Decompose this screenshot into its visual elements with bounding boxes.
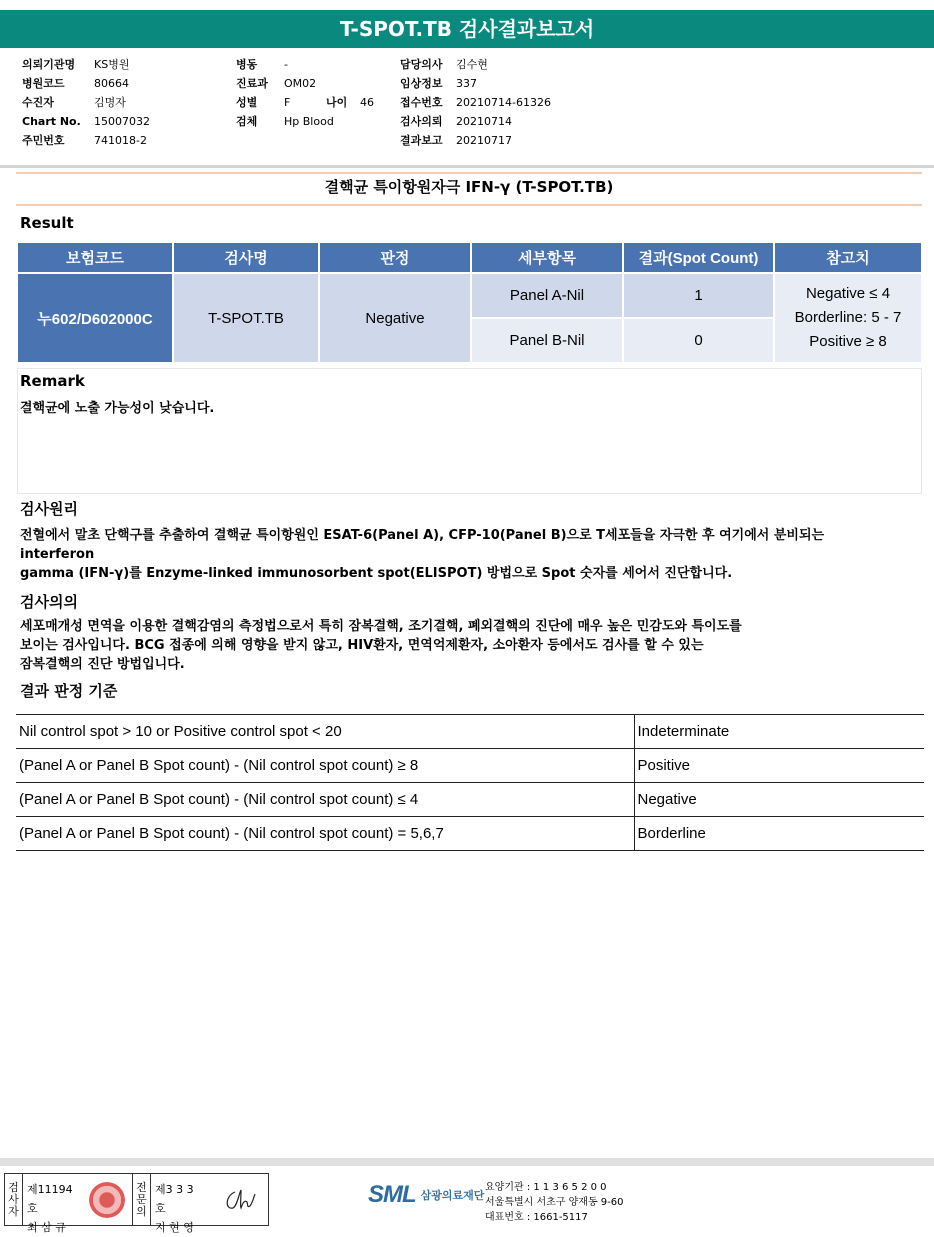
remark-label: Remark xyxy=(20,372,85,390)
principle-line: gamma (IFN-γ)를 Enzyme-linked immunosorbent spot(ELISPOT) 방법으로 Spot 숫자를 세어서 진단합니다. xyxy=(20,566,733,581)
patient-info-right xyxy=(400,55,551,150)
result-row xyxy=(17,273,922,318)
criteria-label: 결과 판정 기준 xyxy=(20,682,118,700)
criteria-row xyxy=(16,749,924,783)
org-address xyxy=(485,1180,624,1225)
address-line: 요양기관 : 1 1 3 6 5 2 0 0 xyxy=(485,1182,607,1193)
info-key: 의뢰기관명 xyxy=(22,58,76,71)
vert-char: 자 xyxy=(8,1204,19,1218)
criteria-condition: (Panel A or Panel B Spot count) - (Nil control spot count) ≥ 8 xyxy=(16,749,634,783)
info-key: 검사의뢰 xyxy=(400,115,443,128)
test-name: T-SPOT.TB xyxy=(173,273,319,363)
criteria-row xyxy=(16,817,924,851)
examiner-license: 제11194호 xyxy=(27,1183,73,1215)
org-name: 삼광의료재단 xyxy=(420,1189,485,1202)
criteria-row xyxy=(16,715,924,749)
examiner-name: 최 삼 규 xyxy=(27,1221,66,1234)
info-key: 수진자 xyxy=(22,96,54,109)
logo-mark: SML xyxy=(368,1181,416,1208)
meaning-line: 세포매개성 면역을 이용한 결핵감염의 측정법으로서 특히 잠복결핵, 조기결핵, 폐외결핵의 진단에 매우 높은 민감도와 특이도를 xyxy=(20,619,742,634)
sex-value: F xyxy=(284,96,291,109)
info-value: 김명자 xyxy=(94,96,126,109)
header-divider xyxy=(0,165,934,168)
info-key: 결과보고 xyxy=(400,134,443,147)
spot-count-b: 0 xyxy=(623,318,774,363)
report-title: T-SPOT.TB 검사결과보고서 xyxy=(0,10,934,48)
criteria-row xyxy=(16,783,924,817)
examiner-info xyxy=(23,1174,81,1234)
vert-char: 의 xyxy=(136,1204,147,1218)
criteria-condition: (Panel A or Panel B Spot count) - (Nil control spot count) = 5,6,7 xyxy=(16,817,634,851)
section-subtitle: 결핵균 특이항원자극 IFN-γ (T-SPOT.TB) xyxy=(324,178,614,196)
subtitle-rule-bottom xyxy=(16,204,922,206)
info-value: 20210717 xyxy=(456,134,512,147)
footer-band xyxy=(0,1158,934,1166)
header-judgement: 판정 xyxy=(319,242,471,273)
specimen-key: 검체 xyxy=(236,115,258,128)
judgement: Negative xyxy=(319,273,471,363)
meaning-line: 보이는 검사입니다. BCG 접종에 의해 영향을 받지 않고, HIV환자, 면역억제환자, 소아환자 등에서도 검사를 할 수 있는 xyxy=(20,638,704,653)
specimen-value: Hp Blood xyxy=(284,115,334,128)
info-key: Chart No. xyxy=(22,115,81,128)
info-key: 담당의사 xyxy=(400,58,443,71)
vert-char: 전 xyxy=(136,1180,147,1194)
criteria-table xyxy=(16,714,924,851)
patient-info-mid xyxy=(236,55,374,131)
info-key: 접수번호 xyxy=(400,96,443,109)
vert-char: 사 xyxy=(8,1192,19,1206)
result-table xyxy=(16,241,923,364)
info-value: 80664 xyxy=(94,77,129,90)
criteria-result: Borderline xyxy=(634,817,924,851)
remark-box xyxy=(17,368,922,494)
age-key: 나이 xyxy=(326,96,348,109)
header-insurance-code: 보험코드 xyxy=(17,242,173,273)
insurance-code: 누602/D602000C xyxy=(17,273,173,363)
header-detail-item: 세부항목 xyxy=(471,242,623,273)
seal-stamp xyxy=(89,1182,125,1218)
principle-line: interferon xyxy=(20,547,95,562)
principle-line: 전혈에서 말초 단핵구를 추출하여 결핵균 특이항원인 ESAT-6(Panel A), CFP-10(Panel B)으로 T세포들을 자극한 후 여기에서 분비되는 xyxy=(20,528,825,543)
signature-icon xyxy=(223,1186,257,1214)
reference-positive: Positive ≥ 8 xyxy=(809,333,887,350)
seal-stamp-cell xyxy=(81,1174,133,1225)
criteria-result: Indeterminate xyxy=(634,715,924,749)
info-value: 337 xyxy=(456,77,477,90)
dept-key: 진료과 xyxy=(236,77,268,90)
examiner-vertical-label xyxy=(5,1174,23,1225)
criteria-condition: Nil control spot > 10 or Positive control spot < 20 xyxy=(16,715,634,749)
info-value: 20210714 xyxy=(456,115,512,128)
detail-item-a: Panel A-Nil xyxy=(471,273,623,318)
principle-text xyxy=(20,526,910,583)
dept-value: OM02 xyxy=(284,77,317,90)
criteria-result: Positive xyxy=(634,749,924,783)
vert-char: 검 xyxy=(8,1180,19,1194)
specialist-name: 지 현 영 xyxy=(155,1221,194,1234)
result-header-row xyxy=(17,242,922,273)
header-test-name: 검사명 xyxy=(173,242,319,273)
remark-text: 결핵균에 노출 가능성이 낮습니다. xyxy=(20,401,215,416)
reference-values xyxy=(774,273,922,363)
header-spot-count: 결과(Spot Count) xyxy=(623,242,774,273)
meaning-label: 검사의의 xyxy=(20,593,78,611)
spot-count-a: 1 xyxy=(623,273,774,318)
info-value: 741018-2 xyxy=(94,134,147,147)
reference-borderline: Borderline: 5 - 7 xyxy=(794,309,902,326)
info-key: 임상정보 xyxy=(400,77,443,90)
specialist-info xyxy=(151,1174,211,1234)
info-value: KS병원 xyxy=(94,58,130,71)
address-line: 서울특별시 서초구 양재동 9-60 xyxy=(485,1197,624,1208)
criteria-condition: (Panel A or Panel B Spot count) - (Nil control spot count) ≤ 4 xyxy=(16,783,634,817)
patient-info-left xyxy=(22,55,150,150)
result-label: Result xyxy=(20,214,74,232)
address-line: 대표번호 : 1661-5117 xyxy=(485,1212,588,1223)
reference-negative: Negative ≤ 4 xyxy=(805,285,891,302)
info-value: 김수현 xyxy=(456,58,488,71)
info-value: 15007032 xyxy=(94,115,150,128)
age-value: 46 xyxy=(360,96,374,109)
info-key: 병원코드 xyxy=(22,77,65,90)
specialist-vertical-label xyxy=(133,1174,151,1225)
signature-box xyxy=(4,1173,269,1234)
header-reference: 참고치 xyxy=(774,242,922,273)
specialist-license: 제3 3 3 호 xyxy=(155,1183,194,1215)
info-key: 주민번호 xyxy=(22,134,65,147)
subtitle-rule-top xyxy=(16,172,922,174)
ward-key: 병동 xyxy=(236,58,258,71)
meaning-text xyxy=(20,617,910,674)
principle-label: 검사원리 xyxy=(20,500,78,518)
detail-item-b: Panel B-Nil xyxy=(471,318,623,363)
specialist-signature xyxy=(211,1174,268,1225)
org-logo xyxy=(368,1181,484,1209)
criteria-result: Negative xyxy=(634,783,924,817)
ward-value: - xyxy=(284,58,288,71)
vert-char: 문 xyxy=(136,1192,147,1206)
meaning-line: 잠복결핵의 진단 방법입니다. xyxy=(20,657,185,672)
info-value: 20210714-61326 xyxy=(456,96,551,109)
sex-key: 성별 xyxy=(236,96,258,109)
